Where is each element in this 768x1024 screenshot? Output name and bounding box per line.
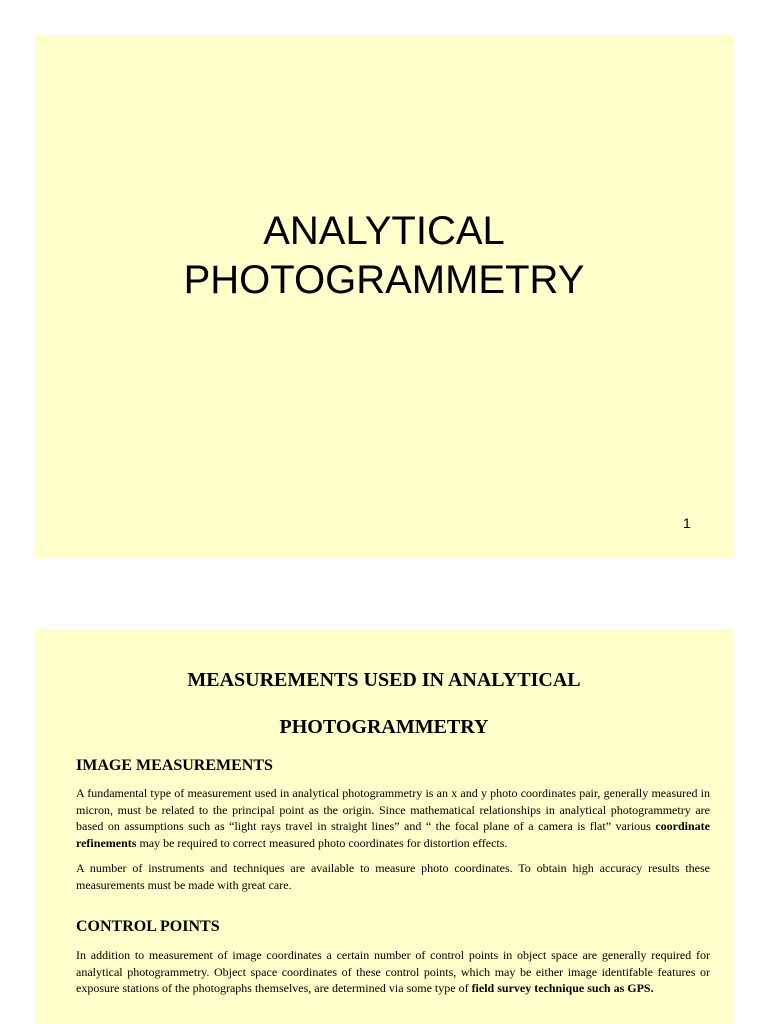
control-points-paragraph-1 (76, 947, 710, 997)
slide-title-line-2: PHOTOGRAMMETRY (183, 258, 585, 302)
image-measurements-section (76, 756, 710, 893)
slide-heading-line-2: PHOTOGRAMMETRY (279, 716, 489, 738)
page-number: 1 (683, 515, 691, 531)
slide-title-line-1: ANALYTICAL (263, 209, 505, 253)
image-measurements-paragraph-2: A number of instruments and techniques are available to measure photo coordinates. To obtain high accuracy results these measurements must be made with great care. (76, 861, 710, 892)
paragraph-bold-text: field survey technique such as GPS. (471, 981, 654, 995)
control-points-section (76, 917, 710, 997)
section-title-image-measurements: IMAGE MEASUREMENTS (76, 757, 273, 774)
paragraph-text: In addition to measurement of image coordinates a certain number of control points in object space are generally required for analytical photogrammetry. Object space coordinates of these control points, which may be either image identifable features or exposure stations of the photographs themselves, are determined via some type of (76, 948, 710, 995)
content-slide (35, 629, 733, 1024)
image-measurements-paragraph-1 (76, 785, 710, 851)
title-slide (35, 35, 733, 558)
paragraph-text: A fundamental type of measurement used in analytical photogrammetry is an x and y photo coordinates pair, generally measured in micron, must be related to the principal point as the origin. Since mathematical relationships in analytical photogrammetry are based on assumptions such as “light rays travel in straight lines” and “ the focal plane of a camera is flat” various (76, 786, 710, 833)
slide-title (35, 207, 733, 305)
slide-heading (35, 657, 733, 751)
paragraph-text: may be required to correct measured photo coordinates for distortion effects. (136, 835, 508, 850)
paragraph-bold-text: coordinate refinements (76, 819, 710, 850)
section-title-control-points: CONTROL POINTS (76, 918, 220, 935)
slide-heading-line-1: MEASUREMENTS USED IN ANALYTICAL (187, 669, 581, 691)
